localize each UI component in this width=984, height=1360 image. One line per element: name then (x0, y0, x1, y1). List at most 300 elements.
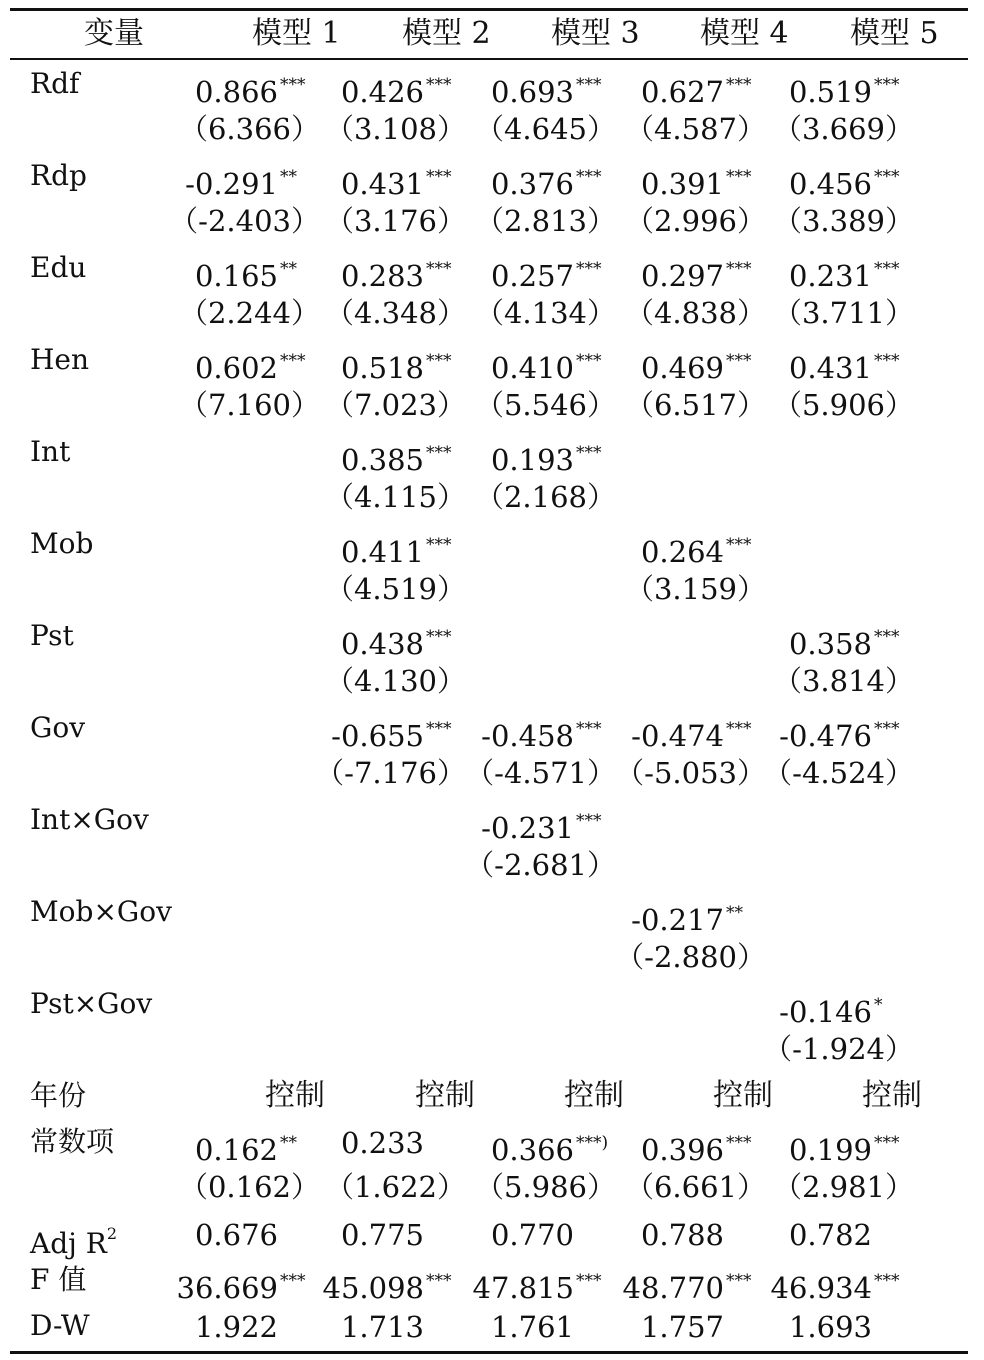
control-value: 控制 (713, 1078, 773, 1113)
significance-stars: *** (874, 1271, 900, 1291)
coef-cell (481, 708, 616, 754)
row-label: 常数项 (30, 1125, 115, 1158)
row-label (30, 1214, 117, 1260)
coefficient (641, 64, 766, 113)
significance-stars: *** (426, 351, 452, 371)
t-line (0, 568, 984, 614)
significance-stars: *** (426, 167, 452, 187)
coef-line (0, 340, 984, 386)
significance-stars: *** (280, 1271, 306, 1291)
t-stat-cell (773, 1166, 914, 1212)
t-statistic: （2.981） (772, 1170, 914, 1204)
coef-cell (331, 708, 466, 754)
coefficient-value: 0.264 (640, 535, 724, 569)
t-stat-cell (763, 752, 914, 798)
t-stat-cell (475, 108, 616, 154)
value (789, 1306, 914, 1348)
value-cell (789, 1306, 914, 1352)
t-statistic: （3.814） (772, 664, 914, 698)
coef-line (0, 156, 984, 202)
dw-line (0, 1306, 984, 1352)
t-statistic: （6.661） (624, 1170, 766, 1204)
coef-cell (195, 64, 320, 110)
t-statistic: （7.023） (324, 388, 466, 422)
coef-cell (641, 64, 766, 110)
significance-stars: *** (874, 719, 900, 739)
table-row (0, 156, 984, 248)
t-stat-cell (773, 292, 914, 338)
t-line (0, 108, 984, 154)
t-statistic: （2.813） (474, 204, 616, 238)
row-label: Mob (30, 527, 94, 560)
value (341, 1214, 466, 1256)
t-statistic: （-7.176） (315, 756, 466, 790)
significance-stars: *** (576, 1271, 602, 1291)
adj-r2-value: 0.770 (490, 1218, 574, 1252)
coefficient (623, 1260, 766, 1309)
coefficient-value: 0.162 (194, 1133, 278, 1167)
row-label: 年份 (30, 1079, 87, 1112)
t-stat-cell (475, 1166, 616, 1212)
t-stat-cell (465, 752, 616, 798)
coefficient-value: 0.366 (490, 1133, 574, 1167)
f-line (0, 1260, 984, 1306)
coefficient-value: 0.602 (194, 351, 278, 385)
coefficient-value: 0.411 (340, 535, 424, 569)
significance-stars: ** (280, 167, 297, 187)
coefficient (341, 432, 466, 481)
coef-cell (195, 248, 320, 294)
t-stat-cell (179, 292, 320, 338)
t-statistic: （4.130） (324, 664, 466, 698)
significance-stars: ***) (576, 1133, 609, 1153)
significance-stars: *** (576, 811, 602, 831)
coefficient (195, 248, 320, 297)
significance-stars: *** (726, 75, 752, 95)
coef-cell (789, 1122, 914, 1168)
t-stat-cell (625, 292, 766, 338)
coefficient (491, 248, 616, 297)
row-label: F 值 (30, 1263, 87, 1296)
coefficient-value: 0.257 (490, 259, 574, 293)
significance-stars: *** (426, 535, 452, 555)
coef-cell (341, 1122, 466, 1168)
coefficient-value: -0.476 (779, 719, 872, 753)
coefficient-value: 46.934 (770, 1271, 872, 1305)
t-line (0, 1028, 984, 1074)
t-stat-cell (179, 108, 320, 154)
coef-cell (789, 340, 914, 386)
coef-cell (341, 340, 466, 386)
coefficient (341, 524, 466, 573)
t-statistic: （3.176） (324, 204, 466, 238)
value (195, 1306, 320, 1348)
t-stat-cell (625, 108, 766, 154)
t-line (0, 936, 984, 982)
coef-cell (641, 524, 766, 570)
coefficient-value: 0.376 (490, 167, 574, 201)
coefficient-value: 0.693 (490, 75, 574, 109)
t-statistic: （6.366） (178, 112, 320, 146)
coef-cell (631, 708, 766, 754)
t-stat-cell (625, 200, 766, 246)
coef-cell (789, 248, 914, 294)
coef-cell (341, 616, 466, 662)
t-stat-cell (475, 384, 616, 430)
t-line (0, 752, 984, 798)
coefficient-value: 0.385 (340, 443, 424, 477)
t-statistic: （-1.924） (763, 1032, 914, 1066)
coef-line (0, 524, 984, 570)
header-model-4: 模型 4 (700, 16, 789, 51)
coefficient (789, 340, 914, 389)
coefficient (195, 64, 320, 113)
coef-cell (491, 248, 616, 294)
coefficient-value: 0.391 (640, 167, 724, 201)
coefficient-value: 0.193 (490, 443, 574, 477)
coefficient-value: -0.291 (185, 167, 278, 201)
adj-r2-value: 0.775 (340, 1218, 424, 1252)
significance-stars: *** (726, 1271, 752, 1291)
t-statistic: （3.108） (324, 112, 466, 146)
significance-stars: *** (576, 719, 602, 739)
t-line (0, 476, 984, 522)
significance-stars: ** (280, 259, 297, 279)
t-stat-cell (475, 476, 616, 522)
coef-cell (341, 524, 466, 570)
coef-cell (789, 616, 914, 662)
coefficient-value: 48.770 (622, 1271, 724, 1305)
coefficient-value: 0.438 (340, 627, 424, 661)
t-statistic: （-2.681） (465, 848, 616, 882)
t-statistic: （4.587） (624, 112, 766, 146)
row-label: Hen (30, 343, 90, 376)
coefficient-value: 0.866 (194, 75, 278, 109)
coef-line (0, 984, 984, 1030)
t-statistic: （4.838） (624, 296, 766, 330)
year-line (0, 1076, 984, 1122)
top-rule (10, 8, 968, 11)
value (491, 1306, 616, 1348)
header-model-3: 模型 3 (551, 16, 640, 51)
coefficient (491, 1122, 616, 1171)
significance-stars: *** (726, 351, 752, 371)
coef-line (0, 800, 984, 846)
coef-cell (491, 1122, 616, 1168)
coef-cell (341, 156, 466, 202)
coefficient (631, 708, 766, 757)
adj-r2-line (0, 1214, 984, 1260)
significance-stars: *** (426, 259, 452, 279)
value-cell (491, 1214, 616, 1260)
t-stat-cell (325, 476, 466, 522)
significance-stars: *** (726, 719, 752, 739)
coef-cell (641, 1122, 766, 1168)
coefficient (341, 248, 466, 297)
coefficient (481, 708, 616, 757)
value-cell (195, 1214, 320, 1260)
t-statistic: （4.519） (324, 572, 466, 606)
dw-value: 1.757 (640, 1310, 724, 1344)
coefficient-value: 0.165 (194, 259, 278, 293)
significance-stars: *** (726, 167, 752, 187)
t-statistic: （2.996） (624, 204, 766, 238)
dw-value: 1.922 (194, 1310, 278, 1344)
t-statistic: （4.115） (324, 480, 466, 514)
significance-stars: *** (726, 535, 752, 555)
significance-stars: *** (576, 259, 602, 279)
coefficient (491, 432, 616, 481)
t-statistic: （-4.571） (465, 756, 616, 790)
coef-cell (789, 156, 914, 202)
t-stat-cell (625, 568, 766, 614)
significance-stars: *** (426, 719, 452, 739)
t-line (0, 200, 984, 246)
coef-cell (623, 1260, 766, 1306)
coef-line (0, 708, 984, 754)
t-stat-cell (465, 844, 616, 890)
t-statistic: （3.669） (772, 112, 914, 146)
row-label: Rdp (30, 159, 87, 192)
table-row (0, 432, 984, 524)
row-label: Rdf (30, 67, 80, 100)
significance-stars: * (874, 995, 883, 1015)
f-value-row (0, 1260, 984, 1306)
significance-stars: ** (280, 1133, 297, 1153)
value-cell (491, 1306, 616, 1352)
coefficient (195, 1122, 320, 1171)
coef-cell (473, 1260, 616, 1306)
adj-r2-value: 0.782 (788, 1218, 872, 1252)
table-row (0, 248, 984, 340)
row-label: Int×Gov (30, 803, 149, 836)
significance-stars: *** (874, 1133, 900, 1153)
coefficient (341, 616, 466, 665)
adj-r2-value: 0.788 (640, 1218, 724, 1252)
coef-cell (323, 1260, 466, 1306)
coefficient-value: 0.431 (788, 351, 872, 385)
row-label: Edu (30, 251, 87, 284)
t-statistic: （4.134） (474, 296, 616, 330)
coefficient (491, 156, 616, 205)
header-variable: 变量 (84, 16, 144, 51)
coefficient-value: -0.458 (481, 719, 574, 753)
coef-line (0, 616, 984, 662)
table-header (0, 14, 984, 54)
t-stat-cell (325, 384, 466, 430)
t-stat-cell (325, 292, 466, 338)
coefficient-value: -0.231 (481, 811, 574, 845)
row-label: Pst×Gov (30, 987, 153, 1020)
row-label: Gov (30, 711, 86, 744)
t-stat-cell (773, 660, 914, 706)
coefficient-value: 0.426 (340, 75, 424, 109)
coefficient (481, 800, 616, 849)
t-line (0, 660, 984, 706)
t-stat-cell (615, 936, 766, 982)
coef-cell (779, 708, 914, 754)
t-statistic: （-5.053） (615, 756, 766, 790)
significance-stars: *** (874, 627, 900, 647)
coef-cell (641, 340, 766, 386)
t-statistic: （3.159） (624, 572, 766, 606)
t-line (0, 384, 984, 430)
t-stat-cell (475, 292, 616, 338)
significance-stars: *** (726, 1133, 752, 1153)
coefficient-value: 0.358 (788, 627, 872, 661)
significance-stars: *** (426, 75, 452, 95)
t-statistic: （3.711） (772, 296, 914, 330)
t-statistic: （5.986） (474, 1170, 616, 1204)
coefficient-value: 45.098 (322, 1271, 424, 1305)
significance-stars: *** (874, 75, 900, 95)
row-label: Int (30, 435, 71, 468)
t-stat-cell (179, 384, 320, 430)
header-model-1: 模型 1 (252, 16, 341, 51)
value-cell (789, 1214, 914, 1260)
significance-stars: *** (576, 75, 602, 95)
significance-stars: *** (576, 167, 602, 187)
coefficient-value: 0.410 (490, 351, 574, 385)
adj-r2-row (0, 1214, 984, 1260)
coefficient (195, 340, 320, 389)
coefficient-value: -0.217 (631, 903, 724, 937)
coefficient (473, 1260, 616, 1309)
row-label: D-W (30, 1309, 90, 1342)
coefficient (341, 156, 466, 205)
coefficient (641, 1122, 766, 1171)
t-statistic: （6.517） (624, 388, 766, 422)
table-row (0, 800, 984, 892)
t-stat-cell (169, 200, 320, 246)
t-statistic: （1.622） (324, 1170, 466, 1204)
significance-stars: ** (726, 903, 743, 923)
significance-stars: *** (726, 259, 752, 279)
t-statistic: （0.162） (178, 1170, 320, 1204)
coef-cell (185, 156, 320, 202)
coefficient-value: -0.146 (779, 995, 872, 1029)
constant-row (0, 1122, 984, 1214)
coef-cell (631, 892, 766, 938)
value (341, 1306, 466, 1348)
value-cell (341, 1214, 466, 1260)
coef-cell (641, 248, 766, 294)
coefficient (641, 340, 766, 389)
coefficient (341, 64, 466, 113)
significance-stars: *** (426, 627, 452, 647)
coefficient (185, 156, 320, 205)
significance-stars: *** (426, 1271, 452, 1291)
coefficient-value: 0.231 (788, 259, 872, 293)
coefficient (491, 64, 616, 113)
year-row (0, 1076, 984, 1122)
coef-cell (341, 64, 466, 110)
control-value: 控制 (862, 1078, 922, 1113)
t-statistic: （4.645） (474, 112, 616, 146)
coef-cell (177, 1260, 320, 1306)
control-value: 控制 (564, 1078, 624, 1113)
coefficient-value: 0.199 (788, 1133, 872, 1167)
coefficient (341, 340, 466, 389)
adj-r-text: Adj R (30, 1227, 107, 1260)
coefficient (631, 892, 766, 941)
row-label: Mob×Gov (30, 895, 172, 928)
table-row (0, 340, 984, 432)
t-stat-cell (615, 752, 766, 798)
table-row (0, 892, 984, 984)
value-cell (341, 1306, 466, 1352)
coefficient-value: 0.627 (640, 75, 724, 109)
coefficient (341, 1122, 466, 1164)
t-stat-cell (763, 1028, 914, 1074)
value-cell (641, 1214, 766, 1260)
table-row (0, 984, 984, 1076)
table-row (0, 64, 984, 156)
significance-stars: *** (280, 75, 306, 95)
significance-stars: *** (874, 259, 900, 279)
t-stat-cell (325, 568, 466, 614)
coef-cell (195, 1122, 320, 1168)
t-statistic: （5.906） (772, 388, 914, 422)
coefficient-value: 0.396 (640, 1133, 724, 1167)
t-stat-cell (625, 384, 766, 430)
value (491, 1214, 616, 1256)
value-cell (195, 1306, 320, 1352)
coefficient (779, 984, 914, 1033)
dw-value: 1.713 (340, 1310, 424, 1344)
t-stat-cell (325, 660, 466, 706)
value-cell (641, 1306, 766, 1352)
t-statistic: （3.389） (772, 204, 914, 238)
coefficient-value: 0.233 (340, 1126, 424, 1160)
t-statistic: （-2.403） (169, 204, 320, 238)
t-stat-cell (325, 108, 466, 154)
coefficient-value: 0.456 (788, 167, 872, 201)
table-body (0, 64, 984, 1352)
value (195, 1214, 320, 1256)
superscript-2: 2 (106, 1224, 117, 1243)
coef-line (0, 248, 984, 294)
header-rule (10, 58, 968, 60)
coefficient (641, 248, 766, 297)
t-line (0, 292, 984, 338)
bottom-rule (10, 1351, 968, 1354)
coefficient-value: 0.469 (640, 351, 724, 385)
coefficient (491, 340, 616, 389)
coefficient (789, 248, 914, 297)
adj-r2-value: 0.676 (194, 1218, 278, 1252)
header-model-2: 模型 2 (402, 16, 491, 51)
coefficient-value: -0.474 (631, 719, 724, 753)
dw-value: 1.761 (490, 1310, 574, 1344)
coefficient-value: 0.518 (340, 351, 424, 385)
t-stat-cell (625, 1166, 766, 1212)
coefficient (323, 1260, 466, 1309)
coef-cell (491, 156, 616, 202)
value (641, 1214, 766, 1256)
coef-cell (779, 984, 914, 1030)
row-label: Pst (30, 619, 74, 652)
t-stat-cell (773, 200, 914, 246)
t-stat-cell (325, 200, 466, 246)
coefficient-value: 0.283 (340, 259, 424, 293)
significance-stars: *** (576, 351, 602, 371)
t-statistic: （5.546） (474, 388, 616, 422)
coefficient (789, 616, 914, 665)
coef-cell (771, 1260, 914, 1306)
significance-stars: *** (874, 167, 900, 187)
coefficient-value: 36.669 (176, 1271, 278, 1305)
